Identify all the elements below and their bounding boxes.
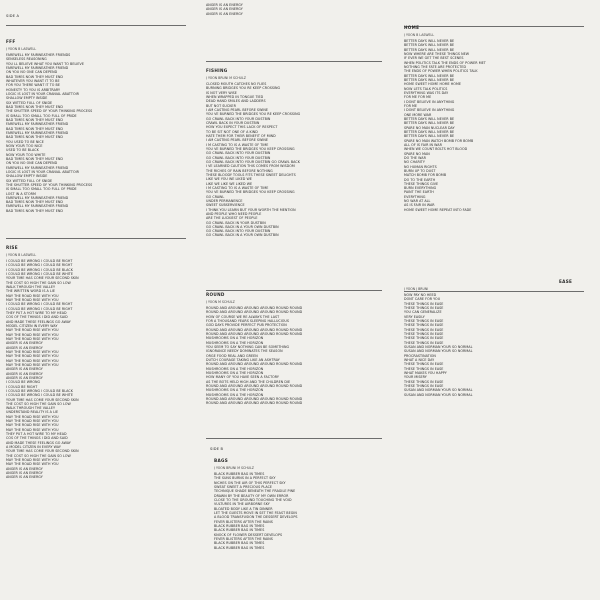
lyric-line: NO HUMAN RIGHTS [404, 164, 437, 169]
lyric-line: SWEET SUBSERVIENCE [206, 203, 245, 208]
lyric-line: BAD TIMES NOW THEY MUST END [6, 104, 64, 109]
side-b-label: SIDE B [210, 447, 224, 451]
lyric-line: WALK THROUGH THE VALLEY [6, 284, 56, 289]
lyric-line: NOW PAY NO HEED [404, 293, 437, 297]
lyric-line: TO BE SIT NOT ONE OF A KIND [206, 129, 258, 134]
lyric-line: HOW MANY OF YOU HAVE SEEN A FACTORY [206, 375, 279, 380]
song-title: RISE [6, 245, 18, 250]
lyric-line: THESE THINGS IN EASE [404, 366, 444, 371]
lyric-line: BUT NOT SUCKER [206, 103, 236, 108]
lyric-line: NOW WHERE ARE THESE THINGS NEW [404, 51, 470, 56]
lyric-line: FAREWELL MY FAIRWEATHER FRIEND [6, 204, 69, 209]
lyric-line: USED TO BE BLACK [6, 148, 39, 153]
lyric-line: BURN EVERYTHING [404, 186, 437, 191]
lyric-line: BLACK RUBBER BAG IN TIMES [214, 472, 265, 476]
lyric-line: ROUND AND AROUND AROUND AROUND ROUND ROUND [206, 331, 303, 336]
lyric-line: THESE THINGS IN EASE [404, 331, 444, 336]
lyric-line: MUSHROOMS ON A THE HORIZON [206, 392, 264, 397]
lyric-line: ROUND AND AROUND AROUND AROUND ROUND ROUND [206, 362, 303, 367]
lyric-line: BETTER DAYS WILL NEVER BE [404, 43, 455, 48]
lyric-line: MAY THE ROAD RISE WITH YOU [6, 458, 59, 463]
lyric-line: HATE THEM FOR THEIR BENEFIT OF MIND [206, 133, 276, 138]
lyric-line: FOR ME FOR ME [404, 95, 432, 100]
song-credit: J YOON BRUNI M SCHULZ [214, 466, 254, 470]
lyric-line: YOUR TIME HAS COME YOUR SECOND SKIN [6, 449, 79, 454]
song-title: ROUND [206, 292, 225, 297]
lyric-line: BAD TIMES NOW THEY MUST END [6, 135, 64, 140]
lyric-line: THESE BLOODY TOOLS FITS THESE SWEET DELIGHTS [206, 172, 296, 177]
lyric-line: ANGER IS AN ENERGY [206, 7, 243, 12]
lyric-line: BETTER DAYS WILL NEVER BE [404, 73, 455, 78]
lyric-line: SUSAN AND NORMAN YOUR SO NORMAL [404, 392, 473, 397]
lyric-line: YOUR MISERY [404, 375, 427, 380]
lyric-line: THE WRITTEN WORD IS A LIE [6, 289, 56, 294]
lyric-line: YOU USED TO BE NICE [6, 139, 44, 144]
lyric-line: MAY THE ROAD RISE WITH YOU [6, 293, 59, 298]
lyric-line: I COULD BE WRONG I COULD BE RIGHT [6, 302, 73, 307]
song-rise [6, 245, 196, 597]
lyric-line: BAD TIMES NOW THEY MUST END [6, 74, 64, 79]
lyric-line: HONESTY TO YOU IS ARBITRARY [6, 87, 61, 92]
lyric-line: BAD TIMES NOW THEY MUST END [6, 200, 64, 205]
lyric-line: MAY THE ROAD RISE WITH YOU [6, 423, 59, 428]
lyric-line: YOU SEEM TO SAY NOTHING CAN BE SOMETHING [206, 344, 290, 349]
lyric-line: PAINT THE EARTH [404, 190, 434, 195]
lyric-line: SIX WITTED FULL OF SNIDE [6, 100, 53, 105]
lyric-line: FAREWELL MY FAIRWEATHER FRIEND [6, 130, 69, 135]
lyric-line: I AM CASTING PEARL BEFORE SWINE [206, 138, 269, 143]
lyric-line: THESE THINGS IN EASE [404, 305, 444, 310]
rise-rule [6, 238, 186, 239]
side-b-rule [206, 438, 382, 439]
lyric-line: THEY PUT A HOT WIRE TO MY HEAD [6, 310, 67, 315]
lyric-line: THE SHUTTER SPEED OF YOUR THINKING PROCESS [6, 109, 93, 114]
lyric-line: HOME SWEET HOME HOME HOME [404, 82, 461, 87]
lyrics-fff [6, 53, 196, 213]
song-title: EASE [559, 279, 573, 284]
lyric-line: NO WAR AT ALL [404, 199, 431, 204]
lyric-line: LOGIC IS LOST IN YOUR CRANIAL ABATTOIR [6, 169, 79, 174]
song-title: HOME [404, 25, 420, 30]
lyric-line: BAD TIMES NOW THEY MUST END [6, 208, 64, 213]
lyric-line: GOD DAYS PROVIDE PERFECT PUB PROTECTION [206, 323, 287, 328]
lyric-line: PROCRASTINATION [404, 353, 436, 358]
lyric-line: ON YOU NO ONE CAN DEPEND [6, 161, 58, 166]
lyric-line: COS OF THE THINGS I DID AND SAID [6, 315, 68, 320]
lyric-line: IS SMALL TOO SMALL TOO FULL OF PRIDE [6, 187, 77, 192]
lyric-line: BLACK RUBBER BAG IN TIMES [214, 541, 265, 546]
lyric-line: THE RICHES OF RAIN BEFORE NOTHING [206, 168, 273, 173]
lyric-line: LOST IN A STORM [6, 191, 36, 196]
lyric-line: WHAT A NICE DAY [404, 357, 435, 362]
lyric-line: VERY EASILY [404, 314, 425, 319]
lyric-line: YOU VE BURNED THE BRIDGES YOU RE KEEP CROSSING [206, 112, 301, 117]
lyric-line: THESE THINGS IN EASE [404, 379, 444, 384]
lyric-line: GO CRAWL BACK INTO YOUR DUSTBIN [206, 151, 271, 156]
lyric-line: ANGER IS AN ENERGY [206, 11, 243, 16]
lyric-line: ROUND AND AROUND AROUND AROUND ROUND ROUND [206, 306, 303, 310]
lyric-line: THESE THINGS IN EASE [404, 318, 444, 323]
lyric-line: GO CRAWL BACK INTO YOUR DUSTBIN GO CRAWL BACK [206, 159, 300, 164]
lyrics-round [206, 306, 396, 406]
lyric-line: ROUND AND AROUND AROUND AROUND ROUND ROUND [206, 383, 303, 388]
lyric-line: YOUR TIME HAS COME YOUR SECOND SKIN [6, 276, 79, 281]
lyric-line: I COULD BE WRONG I COULD BE WHITE [6, 271, 73, 276]
lyric-line: MAY THE ROAD RISE WITH YOU [6, 462, 59, 467]
side-a-label: SIDE A [6, 14, 20, 18]
fishing-top-lines [206, 3, 386, 16]
lyric-line: ROUND AND AROUND AROUND AROUND ROUND ROUND [206, 396, 303, 401]
song-title: BAGS [214, 458, 229, 463]
lyric-line: BETTER DAYS WILL NEVER BE [404, 116, 455, 121]
lyric-line: FOR YOU THERE WANT IT TO BE [6, 83, 60, 88]
lyric-line: BETTER DAYS WILL NEVER BE [404, 39, 455, 43]
lyric-line: AS IS FAIR IN WAR [404, 203, 435, 208]
lyric-line: FAREWELL MY FAIRWEATHER FRIEND [6, 165, 69, 170]
lyric-line: BETTER DAYS WILL NEVER BE [404, 77, 455, 82]
lyric-line: I COULD BE WRONG I COULD BE BLACK [6, 388, 73, 393]
lyric-line: HOME SWEET HOME REPEAT INTO FADE [404, 207, 472, 212]
lyric-line: THESE THINGS IN EASE [404, 336, 444, 341]
lyrics-home [404, 39, 594, 212]
lyric-line: BURNING BRIDGES YOU RE KEEP CROSSING [206, 86, 281, 91]
lyric-line: ALL OF IS FAIR IN WAR [404, 142, 442, 147]
lyrics-anger [206, 3, 386, 16]
lyric-line: MAY THE ROAD RISE WITH YOU [6, 349, 59, 354]
lyric-line: ONE MORE WAR [404, 112, 432, 117]
lyric-line: IF EVER WE GET THE BEST SCENES [404, 56, 464, 61]
song-credit: J YOON J BRUNI [404, 287, 429, 291]
lyric-line: MATCH BOMB FOR BOMB [404, 173, 447, 178]
lyric-line: THE COST SO HIGH THE GAIN SO LOW [6, 280, 71, 285]
lyrics-rise [6, 259, 196, 480]
song-fishing [206, 68, 396, 268]
lyric-line: I COULD BE WRONG I COULD BE RIGHT [6, 263, 73, 268]
lyric-line: WHEN WRAPPED IN TONGUE TIED [206, 94, 264, 99]
fishing-rule [206, 61, 382, 62]
lyric-line: MAY THE ROAD RISE WITH YOU [6, 358, 59, 363]
lyric-line: SUSAN AND NORMAN YOUR SO NORMAL [404, 388, 473, 393]
lyric-line: BLACK RUBBER BAG IN TIMES [214, 523, 265, 528]
lyric-line: BLACK RUBBER BAG IN TIMES [214, 545, 265, 550]
lyric-line: WHEN WE COUNT BOLTS HOT BLOOD [404, 147, 468, 152]
lyric-line: THE ENDS OF POWER WHEN POLITICS TALK [404, 69, 478, 74]
lyric-line: ANGER IS AN ENERGY [6, 471, 43, 476]
lyric-line: A MODEL CITIZEN IN EVERY WAY [6, 445, 61, 450]
lyric-line: MUSHROOMS ON A THE HORIZON [206, 370, 264, 375]
lyric-line: THESE THINGS IN EASE [404, 323, 444, 328]
lyric-line: EVERYTHING WAS ITS DAY [404, 90, 449, 95]
lyric-line: THE COST SO HIGH THE GAIN SO LOW [6, 453, 71, 458]
lyric-line: ANGER IS AN ENERGY [6, 375, 43, 380]
lyric-line: ROUND AND AROUND AROUND AROUND ROUND ROUND [206, 310, 303, 315]
lyric-line: THESE THINGS IN EASE [404, 383, 444, 388]
lyric-line: ON YOU NO ONE CAN DEPEND [6, 70, 58, 75]
lyric-line: IS NOT VERY WISE [206, 90, 237, 95]
lyric-line: MODEL CITIZEN IN EVERY WAY [6, 323, 58, 328]
lyric-line: UNDERSTAND REALITY IS A LIE [6, 410, 59, 415]
lyric-line: GO CRAWL BACK IN YOUR DUSTBIN [206, 220, 266, 225]
lyric-line: I COULD BE WRONG I COULD BE BLACK [6, 267, 73, 272]
round-rule [206, 290, 382, 291]
lyric-line: FOR A THOUSAND YEARS SLEEPING HALLUCIOUS [206, 318, 290, 323]
lyric-line: GO CRAWL BACK INTO YOUR DUSTBIN [206, 116, 271, 121]
lyric-line: NICHES ON THE AIR OF THIS PERFECT SKY [214, 480, 286, 485]
lyric-line: MUSHROOMS ON A THE HORIZON [206, 366, 264, 371]
lyric-line: WHATEVER YOU WANT IT TO BE [6, 78, 60, 83]
lyric-line: FAREWELL MY FAIRWEATHER FRIEND [6, 65, 69, 70]
side-b-header [210, 447, 270, 452]
lyric-line: YOUR TIME HAS COME YOUR SECOND SKIN [6, 397, 79, 402]
song-credit: J YOON B LASWELL [6, 253, 37, 257]
lyric-line: CLOSED MOUTH CATCHES NO FLIES [206, 82, 267, 86]
lyric-line: SHALLOW EMPTY INSIDE [6, 174, 48, 179]
lyric-line: DO THE WAR [404, 155, 426, 160]
lyric-line: ANGER IS AN ENERGY [6, 371, 43, 376]
lyric-line: AND MADE THESE FEELINGS GO AWAY [6, 440, 71, 445]
lyric-line: AND PEOPLE WHO NEED PEOPLE [206, 211, 262, 216]
lyric-line: COS OF THE THINGS I DID AND SAID [6, 436, 68, 441]
lyric-line: AS THE BOTS HELD HIGH AND THE CHILDREN DIE [206, 379, 291, 384]
lyric-line: GO CRAWL BACK IN A YOUR OWN DUSTBIN [206, 233, 279, 238]
lyrics-fishing [206, 82, 396, 238]
song-ease [404, 279, 594, 419]
lyric-line: FAREWELL MY FAIRWEATHER FRIEND [6, 195, 69, 200]
lyric-line: LET THE GUESTS MOVE IN SET THE FEAST BEGIN [214, 510, 297, 515]
lyric-line: HOW YOU EXPECT THIS LACK OF RESPECT [206, 125, 278, 130]
lyric-line: DEAD HAND SMILES AND LADDERS [206, 99, 266, 104]
lyric-line: FAREWELL MY FAIRWEATHER FRIEND [6, 122, 69, 127]
lyric-line: FAREWELL MY FAIRWEATHER FRIENDS [6, 53, 71, 57]
lyric-line: ANGER IS AN ENERGY [6, 341, 43, 346]
lyric-line: SPARE NO MAN NUCLEAR DAY [404, 125, 455, 130]
lyric-line: NOW LETS TALK POLITICS [404, 86, 448, 91]
lyric-line: I M CASTING TO IS A WASTE OF TIME [206, 185, 269, 190]
lyric-line: I COULD BE RIGHT [6, 384, 38, 389]
lyric-line: MAY THE ROAD RISE WITH YOU [6, 354, 59, 359]
lyric-line: I DONT BELIEVE IN ANYTHING [404, 108, 455, 113]
lyric-line: MUSHROOMS ON A THE HORIZON [206, 388, 264, 393]
lyric-line: BURN UP TO DUST [404, 168, 436, 173]
lyric-line: ANGER IS AN ENERGY [6, 475, 43, 480]
lyric-line: TECHNIQUE SHADE BENEATH THE FRAGILE PINE [214, 489, 296, 494]
lyric-line: IGNORANCE NEEDY DOMINATES THE SEASON [206, 349, 283, 354]
lyric-line: I COULD BE WRONG I COULD BE WHITE [6, 393, 73, 398]
lyric-line: I COULD BE WRONG I COULD BE RIGHT [6, 259, 73, 263]
lyric-line: EVERYTHING [404, 194, 426, 199]
lyric-line: SPARE NO MAN [404, 151, 430, 156]
lyric-line: DO TO THE EARTH [404, 177, 436, 182]
song-credit: J YOON BRUNI M SCHULZ [206, 76, 246, 80]
lyric-line: SENSELESS REASONING [6, 57, 47, 62]
lyric-line: SIX WITTED FULL OF SNIDE [6, 178, 53, 183]
lyric-line: NOTHING THE FATE ARE PROTECTED [404, 64, 467, 69]
side-a-header [6, 14, 186, 19]
lyric-line: I THINK YOU LEARN BUT YOUR WORTH THE MENTION [206, 207, 296, 212]
lyric-line: THESE THINGS IN EASE [404, 327, 444, 332]
lyric-line: SWEAT SWEET A PRECIOUS PLACE [214, 484, 273, 489]
lyric-line: ANGER IS AN ENERGY [6, 466, 43, 471]
lyric-line: A BLOOD TRANSFUSION THE DESSERT DEVELOPS [214, 515, 298, 520]
song-bags [214, 458, 394, 598]
song-round [206, 292, 396, 414]
lyric-line: LIKE WE YOU WE LIKED WE [206, 177, 252, 182]
lyric-line: ANGER IS AN ENERGY [6, 367, 43, 372]
lyric-line: GO CRAWL [206, 194, 225, 199]
lyric-line: GO CRAWL BACK INTO YOUR DUSTBIN [206, 229, 271, 234]
song-credit: J YOON M SCHULZ [206, 300, 235, 304]
lyric-line: DUTCH COURAGE TAKING LIKE AN ASHTRAY [206, 357, 280, 362]
lyric-line: ARE THE LUCKIEST OF PEOPLE [206, 216, 258, 221]
lyric-line: BETTER DAYS WILL NEVER BE [404, 134, 455, 139]
lyric-line: AND MADE THESE FEELINGS GO AWAY [6, 319, 71, 324]
lyric-line: MAY THE ROAD RISE WITH YOU [6, 419, 59, 424]
lyric-line: ROUND AND AROUND AROUND AROUND ROUND ROUND [206, 327, 303, 332]
lyric-line: THEY PUT A HOT WIRE TO MY HEAD [6, 432, 67, 437]
lyric-line: MAY THE ROAD RISE WITH YOU [6, 414, 59, 419]
lyric-line: I VE LEARNED CAUTION THIS COMES FROM WISDOM [206, 164, 295, 169]
lyric-line: GO CRAWL BACK INTO YOUR DUSTBIN [206, 155, 271, 160]
lyric-line: SPARE NO MAN WATCH BOMB FOR BOMB [404, 138, 474, 143]
lyric-line: LOGIC IS LOST IN YOUR CRANIAL ABATTOIR [6, 91, 79, 96]
song-home [404, 25, 594, 280]
lyric-line: LIKE WE LIKE WE LIKED WE [206, 181, 253, 186]
lyric-line: BETTER DAYS WILL NEVER BE [404, 121, 455, 126]
lyrics-bags [214, 472, 394, 550]
lyric-line: THESE THINGS IN EASE [404, 362, 444, 367]
lyric-line: BAD TIMES NOW THEY MUST END [6, 156, 64, 161]
lyric-line: THE SUNS BURNS IN A PERFECT SKY [214, 476, 276, 481]
lyric-line: UNDER PERMANENCE [206, 198, 243, 203]
lyric-line: I M CASTING TO IS A WASTE OF TIME [206, 142, 269, 147]
song-title: FISHING [206, 68, 228, 73]
lyrics-ease [404, 293, 594, 397]
lyric-line: THESE THINGS IN EASE [404, 340, 444, 345]
lyric-line: ANGER IS AN ENERGY [6, 345, 43, 350]
lyric-line: HOW OF COURSE WE RE ALWAYS THE LAST [206, 314, 280, 319]
lyric-line: ANGER IS AN ENERGY [206, 3, 243, 7]
lyric-line: NOW YOUR TOO NICE [6, 143, 43, 148]
lyric-line: MAY THE ROAD RISE WITH YOU [6, 297, 59, 302]
lyric-line: WHAT MAKES YOU HAPPY [404, 370, 447, 375]
lyric-line: SUSAN AND NORMAN YOUR SO NORMAL [404, 349, 473, 354]
lyric-line: FEVER BLISTERS AFTER THE RAINS [214, 536, 273, 541]
lyric-line: I COULD BE WRONG [6, 380, 41, 385]
lyric-line: CLOSE TO THE GROUND TOUCHING THE VOID [214, 497, 292, 502]
song-title: FFF [6, 39, 16, 44]
lyric-line: MUSHROOMS ON A THE HORIZON [206, 340, 264, 345]
lyric-line: BAD TIMES NOW THEY MUST END [6, 126, 64, 131]
lyric-line: THESE THINGS GIVE [404, 181, 439, 186]
lyric-line: I DONT BELIEVE IN ANYTHING [404, 99, 455, 104]
lyric-line: YOU CAN GENERALIZE [404, 310, 442, 315]
lyric-line: I AM CASTING PEARL BEFORE SWINE [206, 107, 269, 112]
lyric-line: I COULD BE WRONG I COULD BE RIGHT [6, 306, 73, 311]
lyric-line: THESE THINGS IN EASE [404, 301, 444, 306]
lyric-line: ORGE FOOD REAL AND GREEN [206, 353, 258, 358]
song-credit: J YOON B LASWELL [6, 47, 37, 51]
lyric-line: WALK THROUGH THE VALLEY [6, 406, 56, 411]
lyric-line: BETTER DAYS WILL NEVER BE [404, 47, 455, 52]
lyric-line: VULTURES IN THE AIRBORNE SKY [214, 502, 270, 507]
lyric-line: IS SMALL TOO SMALL TOO FULL OF PRIDE [6, 113, 77, 118]
lyric-line: ROUND AND AROUND AROUND AROUND ROUND ROUND [206, 401, 303, 406]
song-fff [6, 39, 196, 239]
lyric-line: DONT CARE FOR YOU [404, 297, 441, 302]
lyric-line: YOU VE BURNED THE BRIDGES YOU KEEP CROSSING [206, 146, 295, 151]
lyric-line: THE SHUTTER SPEED OF YOUR THINKING PROCESS [6, 182, 93, 187]
lyric-line: SUSAN AND NORMAN YOUR SO NORMAL [404, 344, 473, 349]
lyric-line: SHALLOW EMPTY INSIDE [6, 96, 48, 101]
lyric-line: THE COST SO HIGH THE GAIN SO LOW [6, 401, 71, 406]
lyric-line: YOU VE BURNED THE BRIDGES YOU KEEP CROSSING [206, 190, 295, 195]
lyric-line: NOW YOUR TOO WHITE [6, 152, 46, 157]
lyric-line: MAY THE ROAD RISE WITH YOU [6, 332, 59, 337]
lyric-line: NO CHARITY [404, 160, 425, 165]
lyric-line: GO CRAWL BACK IN A YOUR OWN DUSTBIN [206, 224, 279, 229]
lyric-line: YOU LL BELIEVE WHAT YOU WANT TO BELIEVE [6, 61, 84, 66]
lyric-line: MAY THE ROAD RISE WITH YOU [6, 362, 59, 367]
lyric-line: MAY THE ROAD RISE WITH YOU [6, 427, 59, 432]
lyric-line: FEVER BLISTERS AFTER THE RAINS [214, 519, 273, 524]
lyric-line: BAD TIMES NOW THEY MUST END [6, 117, 64, 122]
lyric-line: MAY THE ROAD RISE WITH YOU [6, 336, 59, 341]
song-credit: J YOON B LASWELL [404, 33, 435, 37]
lyric-line: CRAWL BACK IN YOUR DUSTBIN [206, 120, 260, 125]
lyric-line: MAY THE ROAD RISE WITH YOU [6, 328, 59, 333]
lyric-line: MUSHROOMS ON A THE HORIZON [206, 336, 264, 341]
lyric-line: BLOATED BODY LIKE A TIN DINNER [214, 506, 273, 511]
lyric-line: WHEN POLITICS TALK THE ENDS OF POWER MET [404, 60, 486, 65]
lyric-line: BETTER DAYS WILL NEVER BE [404, 129, 455, 134]
lyric-line: DRAWN BY THE BEAUTY OF MY OWN ERROR [214, 493, 289, 498]
lyric-line: BLACK RUBBER BAG IN TIMES [214, 528, 265, 533]
lyric-line: KNOCK OF FLOWER DESSERT DEVELOPS [214, 532, 283, 537]
lyric-line: FOR ME [404, 103, 418, 108]
side-a-rule [6, 25, 186, 26]
